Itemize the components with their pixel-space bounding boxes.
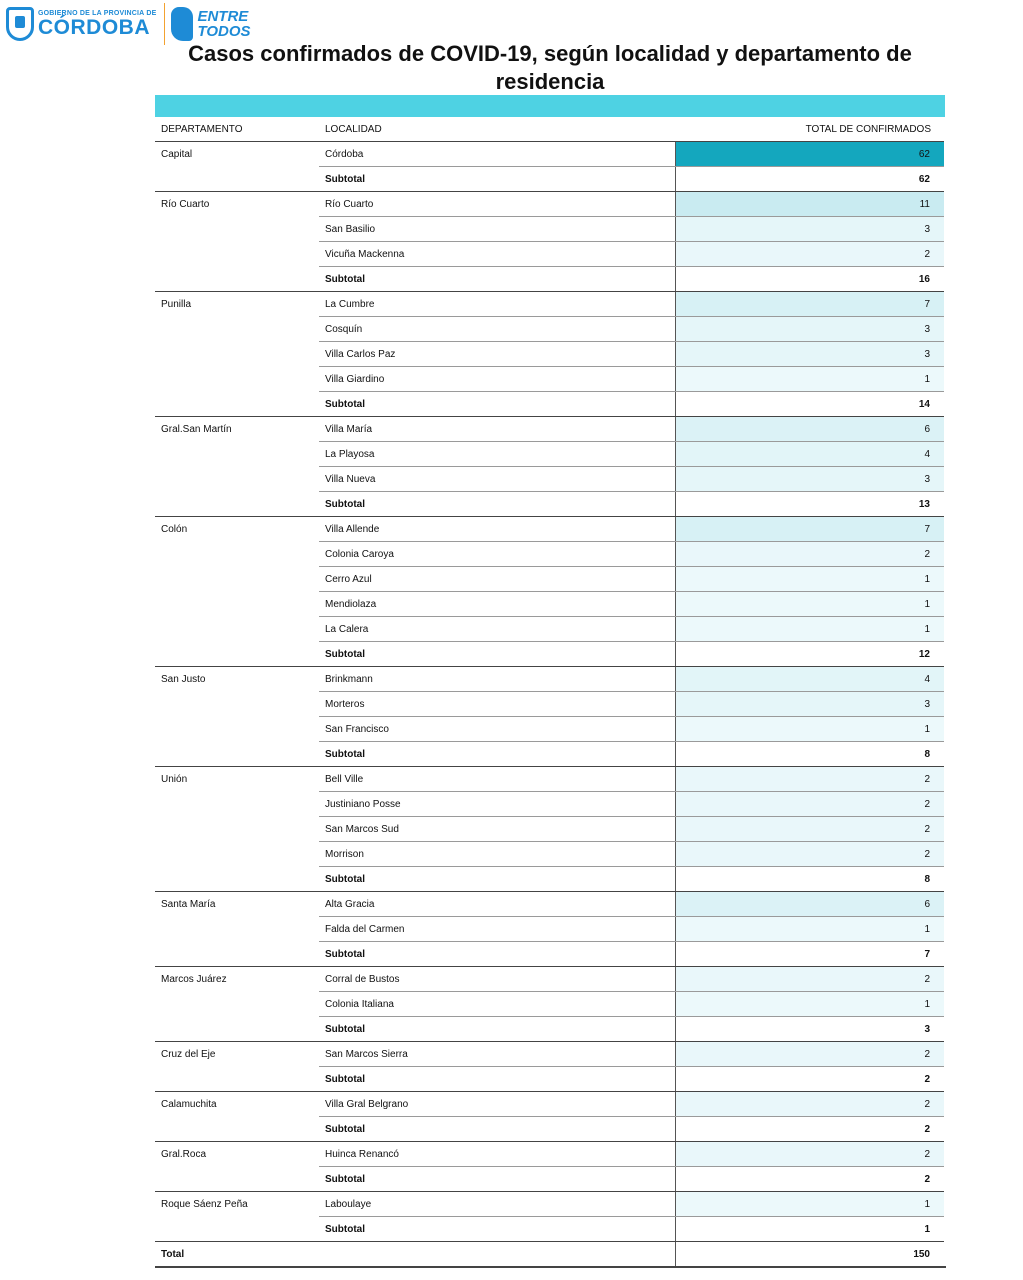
table-row [155, 667, 945, 692]
table-row [155, 142, 945, 167]
confirmed-count-cell: 3 [675, 317, 945, 342]
confirmed-count-cell: 4 [675, 667, 945, 692]
province-map-icon [171, 7, 193, 41]
locality-cell: Justiniano Posse [319, 792, 675, 817]
confirmed-count-cell: 2 [675, 1142, 945, 1167]
locality-cell: Vicuña Mackenna [319, 242, 675, 267]
department-cell: Unión [155, 767, 319, 892]
logo-big-text: CÓRDOBA [38, 16, 150, 39]
confirmed-count-cell: 2 [675, 842, 945, 867]
confirmed-count-cell: 1 [675, 717, 945, 742]
table-row [155, 1192, 945, 1217]
confirmed-count-cell: 2 [675, 242, 945, 267]
subtotal-value: 3 [675, 1017, 945, 1042]
locality-cell: Morrison [319, 842, 675, 867]
table-row [155, 1142, 945, 1167]
subtotal-label: Subtotal [319, 642, 675, 667]
confirmed-count-cell: 1 [675, 917, 945, 942]
subtotal-value: 2 [675, 1167, 945, 1192]
confirmed-count-cell: 2 [675, 542, 945, 567]
department-cell: San Justo [155, 667, 319, 767]
department-cell: Capital [155, 142, 319, 192]
department-cell: Cruz del Eje [155, 1042, 319, 1092]
subtotal-label: Subtotal [319, 392, 675, 417]
subtotal-label: Subtotal [319, 267, 675, 292]
subtotal-label: Subtotal [319, 942, 675, 967]
subtotal-label: Subtotal [319, 1117, 675, 1142]
locality-cell: Cosquín [319, 317, 675, 342]
locality-cell: Villa Nueva [319, 467, 675, 492]
confirmed-count-cell: 2 [675, 1042, 945, 1067]
confirmed-count-cell: 6 [675, 892, 945, 917]
confirmed-count-cell: 3 [675, 342, 945, 367]
locality-cell: La Cumbre [319, 292, 675, 317]
confirmed-count-cell: 1 [675, 1192, 945, 1217]
table-row [155, 967, 945, 992]
province-logo-text [38, 10, 156, 38]
locality-cell: Brinkmann [319, 667, 675, 692]
subtotal-value: 14 [675, 392, 945, 417]
cordoba-crest-icon [6, 7, 34, 41]
confirmed-count-cell: 3 [675, 692, 945, 717]
locality-cell: San Francisco [319, 717, 675, 742]
locality-cell: Colonia Caroya [319, 542, 675, 567]
slogan [197, 9, 250, 39]
subtotal-label: Subtotal [319, 1167, 675, 1192]
table-row [155, 767, 945, 792]
total-value: 150 [675, 1242, 945, 1268]
locality-cell: Alta Gracia [319, 892, 675, 917]
locality-cell: Córdoba [319, 142, 675, 167]
locality-cell: Colonia Italiana [319, 992, 675, 1017]
subtotal-value: 8 [675, 867, 945, 892]
locality-cell: San Marcos Sierra [319, 1042, 675, 1067]
locality-cell: San Basilio [319, 217, 675, 242]
department-cell: Santa María [155, 892, 319, 967]
confirmed-count-cell: 1 [675, 592, 945, 617]
locality-cell: Villa Carlos Paz [319, 342, 675, 367]
subtotal-label: Subtotal [319, 492, 675, 517]
confirmed-count-cell: 4 [675, 442, 945, 467]
cases-table [155, 117, 946, 1268]
department-cell: Río Cuarto [155, 192, 319, 292]
table-row [155, 517, 945, 542]
table-body [155, 142, 945, 1268]
locality-cell: La Calera [319, 617, 675, 642]
confirmed-count-cell: 2 [675, 767, 945, 792]
confirmed-count-cell: 1 [675, 617, 945, 642]
locality-cell: Mendiolaza [319, 592, 675, 617]
subtotal-value: 2 [675, 1117, 945, 1142]
locality-cell: La Playosa [319, 442, 675, 467]
confirmed-count-cell: 7 [675, 292, 945, 317]
subtotal-value: 1 [675, 1217, 945, 1242]
subtotal-value: 2 [675, 1067, 945, 1092]
subtotal-label: Subtotal [319, 1017, 675, 1042]
confirmed-count-cell: 62 [675, 142, 945, 167]
slogan-line-2: TODOS [197, 23, 251, 40]
locality-cell: Huinca Renancó [319, 1142, 675, 1167]
subtotal-label: Subtotal [319, 167, 675, 192]
page-title: Casos confirmados de COVID-19, según localidad y departamento de residencia [188, 41, 912, 94]
table-header-band [155, 95, 945, 117]
table-row [155, 292, 945, 317]
total-row [155, 1242, 945, 1268]
locality-cell: Bell Ville [319, 767, 675, 792]
table-row [155, 892, 945, 917]
department-cell: Roque Sáenz Peña [155, 1192, 319, 1242]
subtotal-label: Subtotal [319, 1067, 675, 1092]
confirmed-count-cell: 2 [675, 792, 945, 817]
confirmed-count-cell: 7 [675, 517, 945, 542]
confirmed-count-cell: 2 [675, 967, 945, 992]
subtotal-label: Subtotal [319, 742, 675, 767]
department-cell: Punilla [155, 292, 319, 417]
locality-cell: Villa María [319, 417, 675, 442]
table-row [155, 417, 945, 442]
table-row [155, 192, 945, 217]
confirmed-count-cell: 2 [675, 817, 945, 842]
total-label: Total [155, 1242, 675, 1268]
department-cell: Colón [155, 517, 319, 667]
header-departamento: DEPARTAMENTO [155, 117, 319, 142]
locality-cell: Villa Allende [319, 517, 675, 542]
locality-cell: Laboulaye [319, 1192, 675, 1217]
subtotal-value: 16 [675, 267, 945, 292]
confirmed-count-cell: 3 [675, 217, 945, 242]
department-cell: Gral.Roca [155, 1142, 319, 1192]
table-row [155, 1042, 945, 1067]
department-cell: Calamuchita [155, 1092, 319, 1142]
subtotal-value: 7 [675, 942, 945, 967]
header-total: TOTAL DE CONFIRMADOS [675, 117, 945, 142]
locality-cell: Río Cuarto [319, 192, 675, 217]
confirmed-count-cell: 3 [675, 467, 945, 492]
locality-cell: Villa Gral Belgrano [319, 1092, 675, 1117]
logo-small-text: GOBIERNO DE LA PROVINCIA DE [38, 10, 157, 17]
subtotal-value: 12 [675, 642, 945, 667]
subtotal-value: 13 [675, 492, 945, 517]
slogan-line-1: ENTRE [197, 8, 249, 25]
locality-cell: Cerro Azul [319, 567, 675, 592]
confirmed-count-cell: 1 [675, 992, 945, 1017]
confirmed-count-cell: 1 [675, 367, 945, 392]
table-header-row [155, 117, 945, 142]
locality-cell: San Marcos Sud [319, 817, 675, 842]
logo-separator [164, 3, 165, 45]
table-row [155, 1092, 945, 1117]
confirmed-count-cell: 6 [675, 417, 945, 442]
subtotal-value: 62 [675, 167, 945, 192]
locality-cell: Falda del Carmen [319, 917, 675, 942]
subtotal-label: Subtotal [319, 867, 675, 892]
locality-cell: Villa Giardino [319, 367, 675, 392]
department-cell: Gral.San Martín [155, 417, 319, 517]
confirmed-count-cell: 1 [675, 567, 945, 592]
confirmed-count-cell: 2 [675, 1092, 945, 1117]
subtotal-label: Subtotal [319, 1217, 675, 1242]
subtotal-value: 8 [675, 742, 945, 767]
locality-cell: Morteros [319, 692, 675, 717]
confirmed-count-cell: 11 [675, 192, 945, 217]
header-localidad: LOCALIDAD [319, 117, 675, 142]
locality-cell: Corral de Bustos [319, 967, 675, 992]
department-cell: Marcos Juárez [155, 967, 319, 1042]
